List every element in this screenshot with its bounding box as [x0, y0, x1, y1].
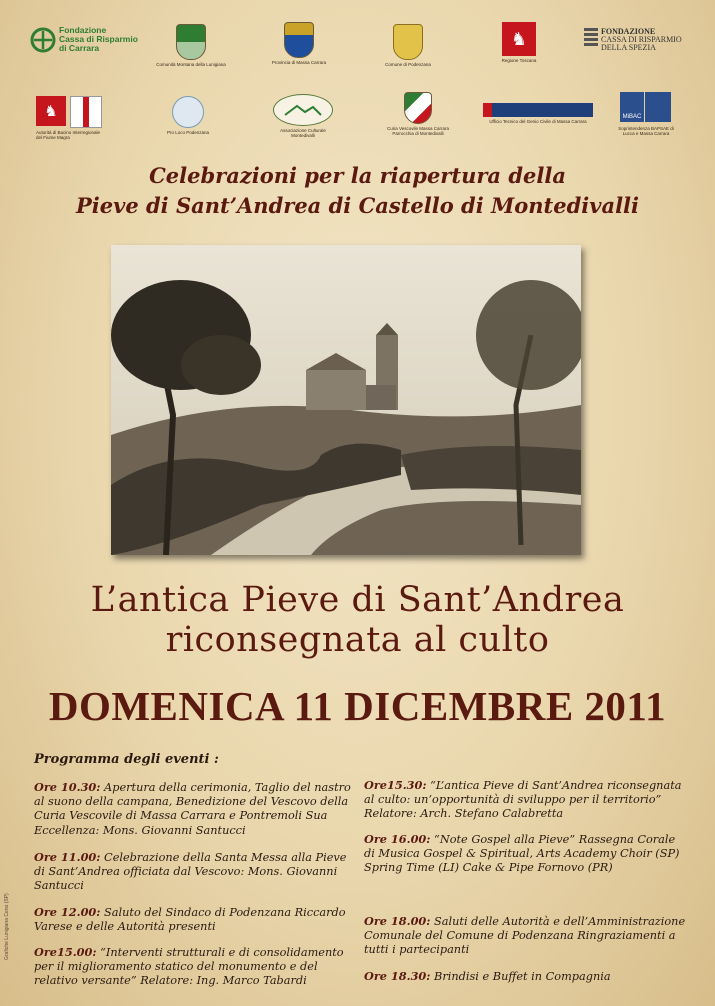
- fondazione-carrara-emblem-icon: [30, 27, 56, 53]
- pro-loco-caption: Pro Loco Podenzana: [166, 130, 210, 135]
- fondazione-carrara-line2: Cassa di Risparmio: [59, 34, 138, 44]
- fondazione-spezia-line3: DELLA SPEZIA: [601, 43, 656, 52]
- regione-pegasus-icon: ♞: [502, 22, 536, 56]
- associazione-emblem-icon: [273, 94, 333, 126]
- genio-civile-caption: Ufficio Tecnico del Genio Civile di Massa Carrara: [489, 119, 587, 124]
- program-item-1200: [34, 905, 356, 934]
- program-item-1530: [364, 778, 686, 822]
- logo-mibac: [620, 92, 671, 122]
- logo-autorita-bacino: [36, 96, 106, 140]
- program-item-text: Brindisi e Buffet in Compagnia: [430, 970, 611, 983]
- logo-comune-podenzana: [373, 24, 443, 67]
- program-item-text: “Interventi strutturali e di consolidamento per il miglioramento statico del monumento e del relativo versante” Relatore: Ing. Marco Tabardi: [34, 946, 344, 988]
- program-item-time: Ore15.30:: [364, 778, 427, 792]
- mibac-caption: Soprintendenza BAPSAE di Lucca e Massa Carrara: [618, 126, 674, 136]
- comunita-montana-shield-icon: [176, 24, 206, 60]
- program-item-time: Ore 10.30:: [34, 780, 101, 794]
- program-item-text: Saluti delle Autorità e dell’Amministrazione Comunale del Comune di Podenzana Ringraziamenti a tutti i partecipanti: [364, 915, 686, 957]
- program-item-text: “L’antica Pieve di Sant’Andrea riconsegnata al culto: un’opportunità di sviluppo per il territorio” Relatore: Arch. Stefano Calabretta: [364, 779, 682, 821]
- program-item-text: Saluto del Sindaco di Podenzana Riccardo Varese e delle Autorità presenti: [34, 906, 346, 934]
- comunita-montana-caption: Comunità Montana della Lunigiana: [156, 62, 226, 67]
- heading-line2: Pieve di Sant’Andrea di Castello di Montedivalli: [75, 193, 640, 218]
- comune-crest-icon: [393, 24, 423, 60]
- logo-comunita-montana: [156, 24, 226, 67]
- program-item-text: “Note Gospel alla Pieve” Rassegna Corale di Musica Gospel & Spiritual, Arts Academy Choir (SP) Spring Time (LI) Cake & Pipe Fornovo (PR): [364, 833, 680, 875]
- logo-provincia: [264, 22, 334, 65]
- logo-associazione-culturale: [268, 94, 338, 138]
- liguria-flag-icon: [70, 96, 102, 128]
- program-item-1100: [34, 850, 356, 894]
- program-item-1600: [364, 832, 686, 876]
- title-line2: riconsegnata al culto: [165, 620, 550, 660]
- program-item-1800: [364, 914, 686, 958]
- pieve-photograph: [111, 245, 581, 555]
- regione-caption: Regione Toscana: [501, 58, 537, 63]
- fondazione-spezia-stripes-icon: [584, 28, 598, 46]
- program-item-time: Ore 18.00:: [364, 914, 431, 928]
- program-item-1500: [34, 945, 356, 989]
- mibac-badge: [620, 92, 644, 122]
- fondazione-carrara-line3: di Carrara: [59, 43, 100, 53]
- program-item-time: Ore 11.00:: [34, 850, 101, 864]
- logo-fondazione-spezia: [584, 28, 682, 52]
- provincia-crest-icon: [284, 22, 314, 58]
- mibac-emblem-icon: [645, 92, 671, 122]
- provincia-caption: Provincia di Massa Carrara: [271, 60, 327, 65]
- program-item-1830: [364, 969, 686, 984]
- program-item-time: Ore 16.00:: [364, 832, 431, 846]
- autorita-bacino-caption: Autorità di Bacino Interregionale del Fiume Magra: [36, 130, 101, 140]
- curia-crest-icon: [404, 92, 432, 124]
- fondazione-carrara-line1: Fondazione: [59, 25, 107, 35]
- program-item-time: Ore 12.00:: [34, 905, 101, 919]
- program-title: Programma degli eventi :: [34, 752, 219, 767]
- mibac-badge-text: MiBAC: [622, 114, 642, 120]
- heading-line1: Celebrazioni per la riapertura della: [149, 163, 566, 188]
- program-item-1030: [34, 780, 356, 838]
- comune-caption: Comune di Podenzana: [385, 62, 431, 67]
- logo-pro-loco: [153, 96, 223, 135]
- program-item-text: Apertura della cerimonia, Taglio del nastro al suono della campana, Benedizione del Vescovo della Curia Vescovile di Massa Carrara e Pontremoli Sua Eccellenza: Mons. Giovanni Santucci: [34, 781, 351, 837]
- program-item-time: Ore 18.30:: [364, 969, 431, 983]
- program-item-time: Ore15.00:: [34, 945, 97, 959]
- fondazione-spezia-line2: CASSA DI RISPARMIO: [601, 35, 682, 44]
- toscana-flag-icon: ♞: [36, 96, 66, 126]
- logo-regione-toscana: [484, 22, 554, 63]
- program-item-text: Celebrazione della Santa Messa alla Pieve di Sant’Andrea officiata dal Vescovo: Mons. Giovanni Santucci: [34, 851, 347, 893]
- title-line1: L’antica Pieve di Sant’Andrea: [90, 580, 625, 620]
- printer-credit: Grafiche Lunigiana Ceno (SP): [4, 893, 10, 960]
- genio-civile-banner-icon: [483, 103, 593, 117]
- logo-genio-civile: [478, 103, 598, 124]
- curia-caption: Curia Vescovile Massa Carrara Parrocchia di Montedivalli: [386, 126, 450, 136]
- pro-loco-emblem-icon: [172, 96, 204, 128]
- associazione-caption: Associazione Culturale Montedivalli: [280, 128, 326, 138]
- logo-fondazione-carrara: [30, 26, 138, 53]
- fondazione-spezia-line1: FONDAZIONE: [601, 27, 656, 36]
- logo-curia-vescovile: [383, 92, 453, 136]
- event-date: DOMENICA 11 DICEMBRE 2011: [48, 683, 667, 729]
